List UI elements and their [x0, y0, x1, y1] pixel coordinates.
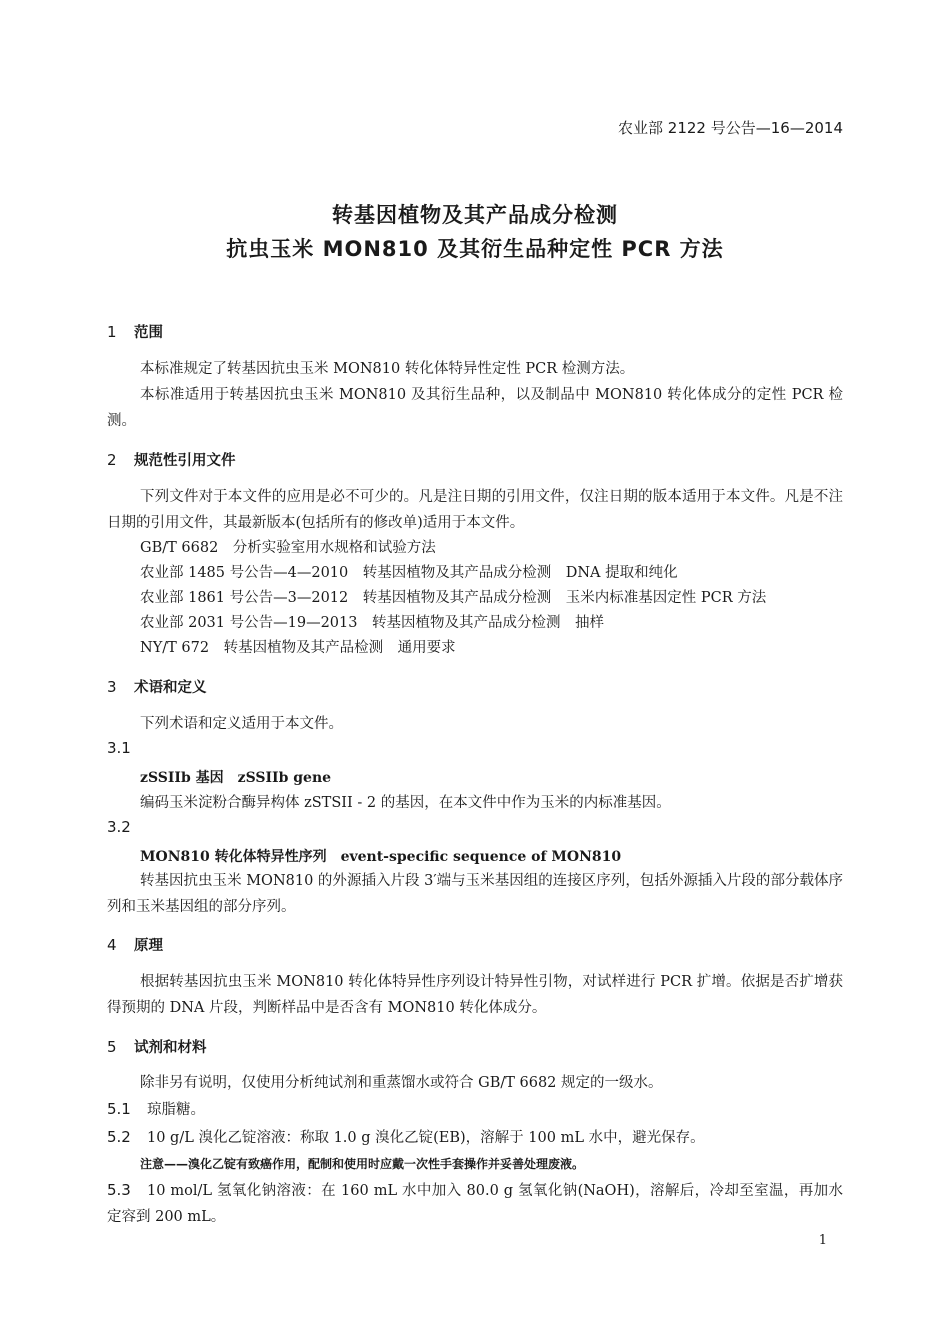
section-title: 原理: [134, 938, 163, 954]
term-title: zSSIIb 基因 zSSIIb gene: [140, 770, 332, 786]
document-title-line1: 转基因植物及其产品成分检测: [332, 203, 618, 227]
section-5-heading: [107, 1036, 207, 1057]
term-number: 3.2: [107, 818, 131, 836]
section-number: 4: [107, 936, 117, 954]
reagent-text: 琼脂糖。: [147, 1102, 205, 1118]
section-3-paragraph-1: 下列术语和定义适用于本文件。: [140, 716, 343, 732]
normative-reference: 农业部 2031 号公告—19—2013 转基因植物及其产品成分检测 抽样: [140, 615, 604, 631]
term-title: MON810 转化体特异性序列 event-specific sequence of MON810: [140, 849, 622, 865]
normative-reference: NY/T 672 转基因植物及其产品检测 通用要求: [140, 640, 456, 656]
reagent-item: [107, 1098, 205, 1119]
term-number: 3.1: [107, 739, 131, 757]
page-number: 1: [818, 1233, 827, 1248]
safety-note: 注意——溴化乙锭有致癌作用，配制和使用时应戴一次性手套操作并妥善处理废液。: [140, 1157, 585, 1171]
section-4-paragraph-1: 根据转基因抗虫玉米 MON810 转化体特异性序列设计特异性引物，对试样进行 PCR 扩增。依据是否扩增获得预期的 DNA 片段，判断样品中是否含有 MON810 转化体成分。: [107, 974, 843, 1016]
section-title: 范围: [134, 325, 163, 341]
section-4-heading: [107, 934, 163, 955]
document-number: 农业部 2122 号公告—16—2014: [618, 119, 843, 137]
section-number: 2: [107, 451, 117, 469]
section-5-paragraph-1: 除非另有说明，仅使用分析纯试剂和重蒸馏水或符合 GB/T 6682 规定的一级水。: [140, 1075, 663, 1091]
section-title: 术语和定义: [134, 680, 207, 696]
normative-reference: 农业部 1861 号公告—3—2012 转基因植物及其产品成分检测 玉米内标准基因定性 PCR 方法: [140, 590, 767, 606]
section-2-paragraph-1: 下列文件对于本文件的应用是必不可少的。凡是注日期的引用文件，仅注日期的版本适用于本文件。凡是不注日期的引用文件，其最新版本(包括所有的修改单)适用于本文件。: [107, 489, 843, 531]
section-number: 3: [107, 678, 117, 696]
reagent-number: 5.2: [107, 1128, 131, 1146]
section-1-paragraph-1: 本标准规定了转基因抗虫玉米 MON810 转化体特异性定性 PCR 检测方法。: [140, 361, 635, 377]
section-2-heading: [107, 449, 236, 470]
reagent-item: [107, 1126, 705, 1147]
section-1-paragraph-2: 本标准适用于转基因抗虫玉米 MON810 及其衍生品种，以及制品中 MON810 转化体成分的定性 PCR 检测。: [107, 387, 843, 429]
normative-reference: GB/T 6682 分析实验室用水规格和试验方法: [140, 540, 436, 556]
term-definition: 转基因抗虫玉米 MON810 的外源插入片段 3′端与玉米基因组的连接区序列，包括外源插入片段的部分载体序列和玉米基因组的部分序列。: [107, 873, 843, 915]
reagent-number: 5.3: [107, 1181, 131, 1199]
document-title-line2: 抗虫玉米 MON810 及其衍生品种定性 PCR 方法: [226, 237, 724, 261]
term-definition: 编码玉米淀粉合酶异构体 zSTSII - 2 的基因，在本文件中作为玉米的内标准基因。: [140, 795, 671, 811]
section-1-heading: [107, 321, 163, 342]
reagent-text: 10 mol/L 氢氧化钠溶液：在 160 mL 水中加入 80.0 g 氢氧化钠(NaOH)，溶解后，冷却至室温，再加水定容到 200 mL。: [107, 1183, 843, 1225]
reagent-text: 10 g/L 溴化乙锭溶液：称取 1.0 g 溴化乙锭(EB)，溶解于 100 mL 水中，避光保存。: [147, 1130, 705, 1146]
reagent-item: [107, 1177, 843, 1230]
normative-reference: 农业部 1485 号公告—4—2010 转基因植物及其产品成分检测 DNA 提取和纯化: [140, 565, 678, 581]
section-number: 1: [107, 323, 117, 341]
reagent-number: 5.1: [107, 1100, 131, 1118]
section-title: 规范性引用文件: [134, 453, 236, 469]
section-number: 5: [107, 1038, 117, 1056]
section-3-heading: [107, 676, 207, 697]
section-title: 试剂和材料: [134, 1040, 207, 1056]
